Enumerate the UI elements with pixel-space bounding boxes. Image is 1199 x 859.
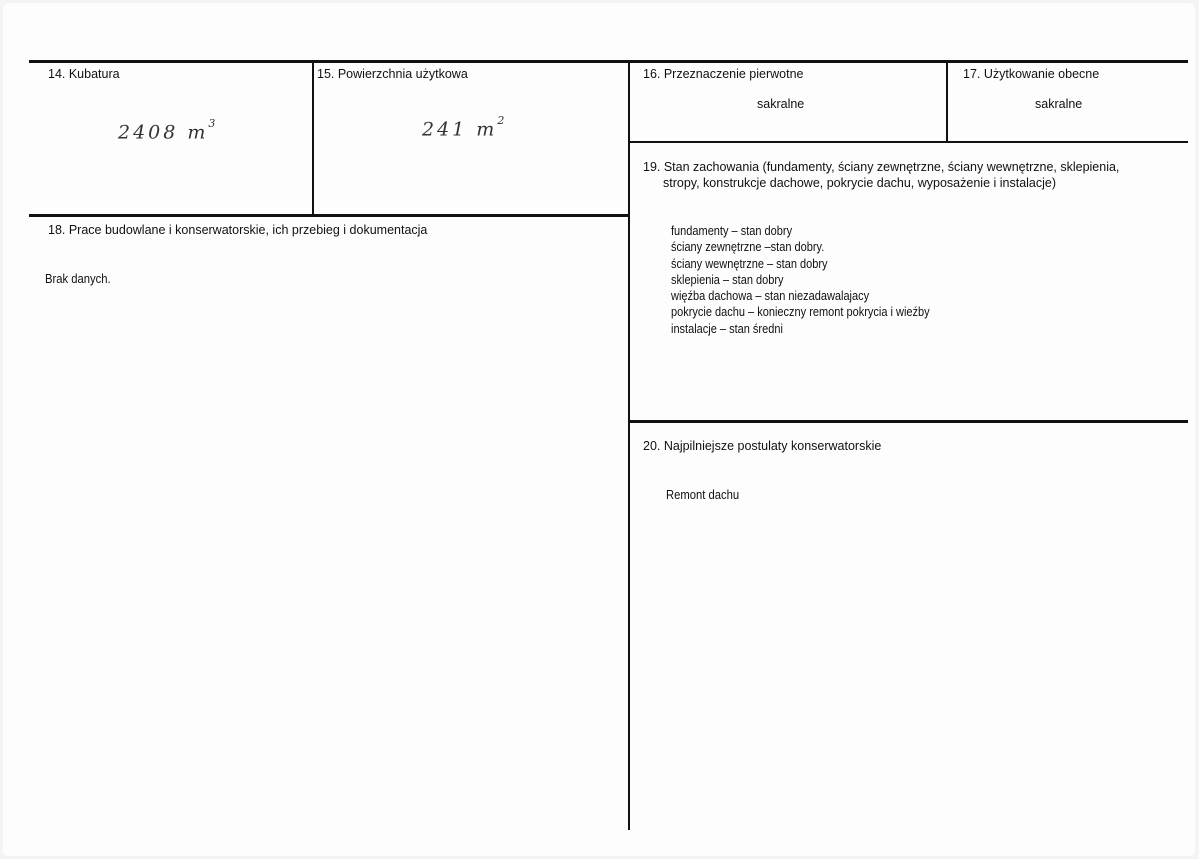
kubatura-unit-exp: 3	[208, 117, 216, 130]
prace-label: 18. Prace budowlane i konserwatorskie, ich przebieg i dokumentacja	[48, 223, 428, 237]
stan-items-list	[671, 223, 930, 337]
prace-value: Brak danych.	[45, 272, 111, 286]
top-border-right	[629, 60, 1188, 63]
stan-item: sklepienia – stan dobry	[671, 272, 784, 287]
divider-16-17	[946, 62, 948, 142]
postulaty-value: Remont dachu	[666, 488, 740, 502]
stan-item: ściany wewnętrzne – stan dobry	[671, 256, 828, 271]
stan-label-line1: 19. Stan zachowania (fundamenty, ściany zewnętrzne, ściany wewnętrzne, sklepienia,	[643, 160, 1120, 174]
top-border-left	[29, 60, 629, 63]
stan-label-line2: stropy, konstrukcje dachowe, pokrycie dachu, wyposażenie i instalacje)	[663, 176, 1057, 190]
stan-item: więźba dachowa – stan niezadawalajacy	[671, 289, 870, 304]
line-under-19	[629, 420, 1188, 423]
postulaty-label: 20. Najpilniejsze postulaty konserwatorskie	[643, 439, 882, 453]
line-under-14-15	[29, 214, 629, 217]
przeznaczenie-value: sakralne	[757, 97, 805, 111]
stan-item: fundamenty – stan dobry	[671, 224, 793, 238]
stan-item: ściany zewnętrzne –stan dobry.	[671, 240, 825, 255]
divider-center	[628, 62, 630, 830]
kubatura-value	[118, 117, 216, 144]
stan-item: instalacje – stan średni	[671, 321, 783, 336]
powierzchnia-unit-exp: 2	[497, 114, 505, 127]
powierzchnia-label: 15. Powierzchnia użytkowa	[317, 67, 468, 81]
stan-item: pokrycie dachu – konieczny remont pokrycia i wieźby	[671, 305, 930, 320]
kubatura-label: 14. Kubatura	[48, 67, 120, 81]
powierzchnia-value	[422, 114, 505, 141]
divider-14-15	[312, 62, 314, 216]
uzytkowanie-value: sakralne	[1035, 97, 1083, 111]
kubatura-value-text: 2408 m	[118, 121, 209, 144]
przeznaczenie-label: 16. Przeznaczenie pierwotne	[643, 67, 804, 81]
uzytkowanie-label: 17. Użytkowanie obecne	[963, 67, 1100, 81]
powierzchnia-value-text: 241 m	[422, 118, 498, 141]
line-under-16-17	[629, 141, 1188, 143]
